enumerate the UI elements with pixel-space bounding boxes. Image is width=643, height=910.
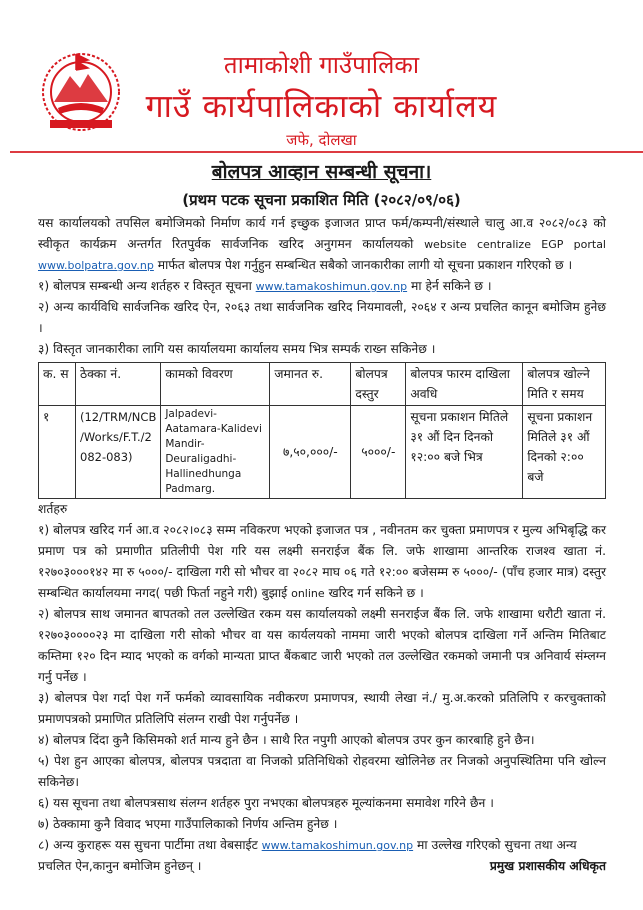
condition-5: ५) पेश हुन आएका बोलपत्र, बोलपत्र पत्रदाता वा निजको प्रतिनिधिको रोहवरमा खोलिनेछ तर निजको अनुपस्थितिमा पनि खोल्न सकिनेछ।	[38, 754, 606, 789]
tamakoshi-link[interactable]: www.tamakoshimun.gov.np	[255, 280, 408, 293]
condition-1	[38, 520, 606, 604]
point-1-text-end: मा हेर्न सकिने छ ।	[407, 279, 492, 293]
cell-security: ७,५०,०००/-	[270, 406, 351, 499]
header-divider	[10, 151, 643, 153]
cell-description: Jalpadevi-Aatamara-Kalidevi Mandir-Deuraligadhi-Hallinedhunga Padmarg.	[161, 406, 270, 499]
header-security: जमानत रु.	[270, 363, 351, 406]
header-contract-no: ठेक्का नं.	[76, 363, 161, 406]
closing-row	[38, 856, 606, 877]
header-submission: बोलपत्र फारम दाखिला अवधि	[406, 363, 523, 406]
condition-8-text-mid: मा उल्लेख गरिएको सुचना तथा अन्य	[413, 838, 577, 852]
condition-1-online: online	[291, 587, 325, 600]
condition-2: २) बोलपत्र साथ जमानत बापतको तल उल्लेखित रकम यस कार्यालयको लक्ष्मी सनराईज बैंक लि. जफे शाखामा धरौटी खाता नं. १२७०३००००२३ मा दाखिला गरी सोको भौचर वा यस कार्यलयको नाममा जारी भएको बोलपत्र दाखिला गर्ने अन्तिम मितिबाट कम्तिमा १२० दिन म्याद भएको क वर्गको मान्यता प्राप्त बैंकबाट जारी भएको तल उल्लेखित रकमको जमानी पत्र अनिवार्य संम्लग्न गर्नु पर्नेछ ।	[38, 607, 606, 684]
point-1-text: १) बोलपत्र सम्बन्धी अन्य शर्तहरु र विस्तृत सूचना	[38, 279, 256, 293]
point-1	[38, 276, 606, 297]
intro-text-end: मार्फत बोलपत्र पेश गर्नुहुन सम्बन्धित सबैको जानकारीका लागी यो सूचना प्रकाशन गरिएको छ ।	[153, 258, 573, 272]
condition-3: ३) बोलपत्र पेश गर्दा पेश गर्ने फर्मको व्यावसायिक नवीकरण प्रमाणपत्र, स्थायी लेखा नं./ मु.अ.करको प्रतिलिपि र करचुक्ताको प्रमाणपत्रको प्रमाणित प्रतिलिपि संलग्न राखी पेश गर्नुपर्नेछ ।	[38, 691, 606, 726]
cell-fee: ५०००/-	[351, 406, 406, 499]
condition-7: ७) ठेक्कामा कुनै विवाद भएमा गाउँपालिकाको निर्णय अन्तिम हुनेछ ।	[38, 817, 338, 831]
condition-8-text-end: प्रचलित ऐन,कानुन बमोजिम हुनेछन् ।	[38, 859, 202, 873]
header-description: कामको विवरण	[161, 363, 270, 406]
condition-1-text-end: खरिद गर्न सकिने छ ।	[324, 586, 424, 600]
intro-portal-text: website centralize EGP portal	[424, 238, 606, 251]
point-3: ३) विस्तृत जानकारीका लागि यस कार्यालयमा कार्यालय समय भित्र सम्पर्क राख्न सकिनेछ ।	[38, 342, 436, 356]
notice-body	[38, 213, 606, 877]
table-row	[39, 406, 606, 499]
intro-text: यस कार्यालयको तपसिल बमोजिमको निर्माण कार्य गर्न इच्छुक इजाजत प्राप्त फर्म/कम्पनी/संस्थाले चालु आ.व २०८२/०८३ को स्वीकृत कार्यक्रम अन्तर्गत रितपुर्वक सार्वजनिक खरिद अनुगमन कार्यालयको	[38, 216, 606, 251]
condition-6: ६) यस सूचना तथा बोलपत्रसाथ संलग्न शर्तहरु पुरा नभएका बोलपत्रहरु मूल्यांकनमा समावेश गरिने छैन ।	[38, 796, 494, 810]
cell-submission: सूचना प्रकाशन मितिले ३१ औं दिन दिनको १२:०० बजे भित्र	[406, 406, 523, 499]
office-name: गाउँ कार्यपालिकाको कार्यालय	[145, 87, 498, 125]
office-address: जफे, दोलखा	[286, 131, 357, 149]
bolpatra-link[interactable]: www.bolpatra.gov.np	[38, 259, 154, 272]
cell-contract-no: (12/TRM/NCB /Works/F.T./2 082-083)	[76, 406, 161, 499]
notice-title: बोलपत्र आव्हान सम्बन्धी सूचना।	[211, 161, 432, 183]
condition-4: ४) बोलपत्र दिंदा कुनै किसिमको शर्त मान्य हुने छैन । साथै रित नपुगी आएको बोलपत्र उपर कुन कारबाहि हुने छैन।	[38, 733, 535, 747]
header-sn: क. स	[39, 363, 76, 406]
tender-table	[38, 362, 606, 499]
notice-subtitle: (प्रथम पटक सूचना प्रकाशित मिति (२०८२/०९/०६)	[182, 191, 461, 209]
condition-8-text: ८) अन्य कुराहरू यस सुचना पार्टीमा तथा वेबसाईट	[38, 838, 262, 852]
table-header-row	[39, 363, 606, 406]
intro-paragraph	[38, 213, 606, 276]
tamakoshi-link-2[interactable]: www.tamakoshimun.gov.np	[261, 839, 414, 852]
conditions-heading: शर्तहरु	[38, 502, 68, 516]
header-fee: बोलपत्र दस्तुर	[351, 363, 406, 406]
cell-opening: सूचना प्रकाशन मितिले ३१ औं दिनको २:०० बजे	[523, 406, 606, 499]
municipality-name: तामाकोशी गाउँपालिका	[223, 51, 420, 79]
condition-1-text: १) बोलपत्र खरिद गर्न आ.व २०८२।०८३ सम्म नविकरण भएको इजाजत पत्र , नवीनतम कर चुक्ता प्रमाणपत्र र मुल्य अभिबृद्धि कर प्रमाण पत्र को प्रमाणीत प्रतिलीपी पेश गरि यस लक्ष्मी सनराईज बैंक लि. जफे शाखामा आन्तरिक राजश्व खाता नं. १२७०३०००१४२ मा रु ५०००/- दाखिला गरी सो भौचर वा २०८२ माघ ०६ गते १२:०० बजेसम्म रु ५०००/- (पाँच हजार मात्र) दस्तुर सम्बन्धित कार्यालयमा नगद( पछी फिर्ता नहुने गरी) बुझाई	[38, 523, 606, 600]
letterhead	[0, 0, 643, 152]
point-2: २) अन्य कार्यविधि सार्वजनिक खरिद ऐन, २०६३ तथा सार्वजनिक खरिद नियमावली, २०६४ र अन्य प्रचलित कानून बमोजिम हुनेछ ।	[38, 300, 606, 335]
header-opening: बोलपत्र खोल्ने मिति र समय	[523, 363, 606, 406]
cell-sn: १	[39, 406, 76, 499]
signatory: प्रमुख प्रशासकीय अधिकृत	[489, 859, 606, 873]
condition-8	[38, 835, 606, 856]
